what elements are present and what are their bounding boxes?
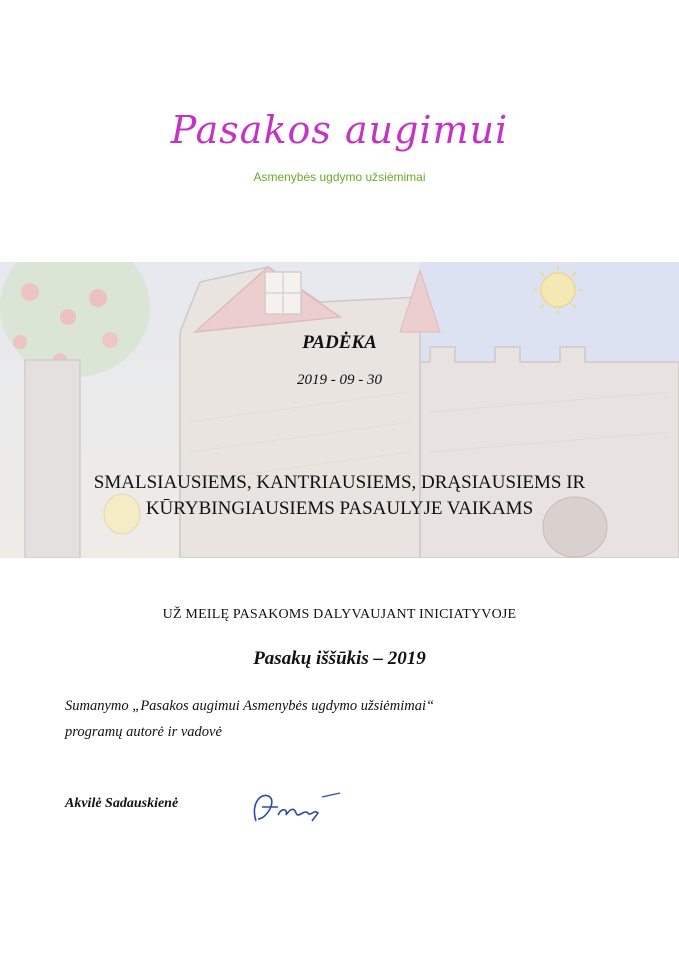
initiative-text: UŽ MEILĘ PASAKOMS DALYVAUJANT INICIATYVOJE: [162, 607, 517, 622]
logo-subtitle: Asmenybės ugdymo užsiėmimai: [253, 170, 426, 184]
certificate-headline: [0, 470, 679, 522]
certificate-date: 2019 - 09 - 30: [297, 372, 382, 388]
author-line-1: Sumanymo „Pasakos augimui Asmenybės ugdymo užsiėmimai“: [65, 698, 435, 714]
signer-name: Akvilė Sadauskienė: [65, 796, 179, 811]
logo: [0, 100, 679, 195]
challenge-title: Pasakų iššūkis – 2019: [253, 648, 426, 669]
headline-line-1: SMALSIAUSIEMS, KANTRIAUSIEMS, DRĄSIAUSIEMS IR: [93, 472, 586, 493]
author-description: [65, 693, 625, 745]
headline-line-2: KŪRYBINGIAUSIEMS PASAULYJE VAIKAMS: [145, 498, 534, 519]
certificate-heading: PADĖKA: [302, 332, 377, 353]
signature-icon: [244, 783, 354, 833]
drawing-banner: [0, 262, 679, 558]
author-line-2: programų autorė ir vadovė: [65, 724, 222, 740]
logo-title: Pasakos augimui: [170, 108, 509, 152]
